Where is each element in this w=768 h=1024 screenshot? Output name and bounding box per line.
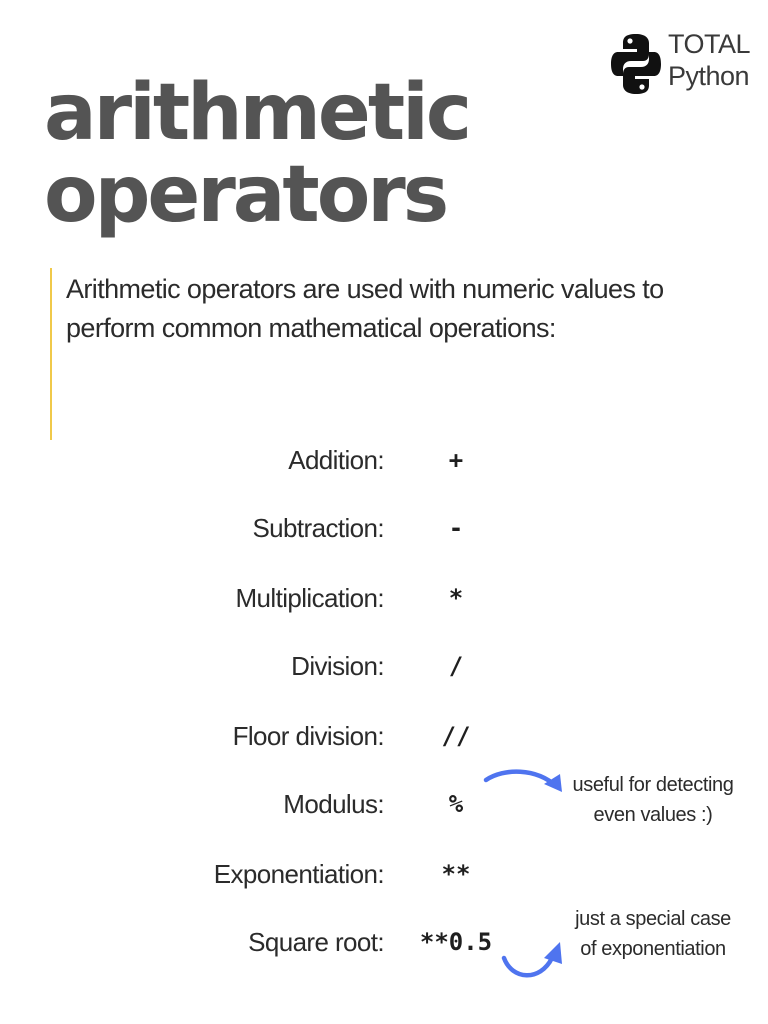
operator-row-floor-division — [0, 714, 768, 758]
operator-label: Square root: — [248, 927, 384, 957]
accent-rule — [50, 268, 52, 440]
operator-label: Multiplication: — [235, 583, 384, 613]
operator-label: Modulus: — [283, 789, 384, 819]
operator-symbol: % — [448, 790, 464, 818]
logo-line-2: Python — [668, 61, 750, 91]
title-line-2: operators — [44, 150, 447, 240]
note-line: of exponentiation — [580, 938, 726, 960]
operator-row-multiplication — [0, 576, 768, 620]
total-python-logo — [610, 28, 760, 100]
note-line: just a special case — [575, 908, 731, 930]
square-root-note — [568, 904, 738, 964]
operator-symbol: + — [448, 446, 464, 474]
operator-row-exponentiation — [0, 852, 768, 896]
operator-row-division — [0, 644, 768, 688]
operator-symbol: - — [448, 514, 464, 542]
operator-symbol: **0.5 — [419, 928, 493, 956]
curved-arrow-right-icon — [482, 766, 574, 804]
modulus-note — [568, 770, 738, 830]
intro-text: Arithmetic operators are used with numeric values to perform common mathematical operations: — [66, 274, 664, 343]
curved-arrow-up-icon — [498, 936, 568, 984]
note-line: useful for detecting — [572, 774, 734, 796]
page-title — [44, 68, 470, 240]
title-line-1: arithmetic — [44, 68, 470, 158]
operator-row-addition — [0, 438, 768, 482]
logo-wordmark — [668, 28, 750, 92]
operator-row-subtraction — [0, 506, 768, 550]
logo-line-1: TOTAL — [668, 29, 751, 59]
operator-label: Subtraction: — [252, 513, 384, 543]
operator-label: Floor division: — [232, 721, 384, 751]
operator-symbol: ** — [441, 860, 471, 888]
python-logo-icon — [610, 32, 662, 96]
note-line: even values :) — [593, 804, 713, 826]
operator-symbol: / — [448, 652, 464, 680]
operator-label: Exponentiation: — [213, 859, 384, 889]
operator-symbol: * — [448, 584, 464, 612]
operator-label: Division: — [291, 651, 384, 681]
operator-symbol: // — [441, 722, 471, 750]
operator-label: Addition: — [288, 445, 384, 475]
